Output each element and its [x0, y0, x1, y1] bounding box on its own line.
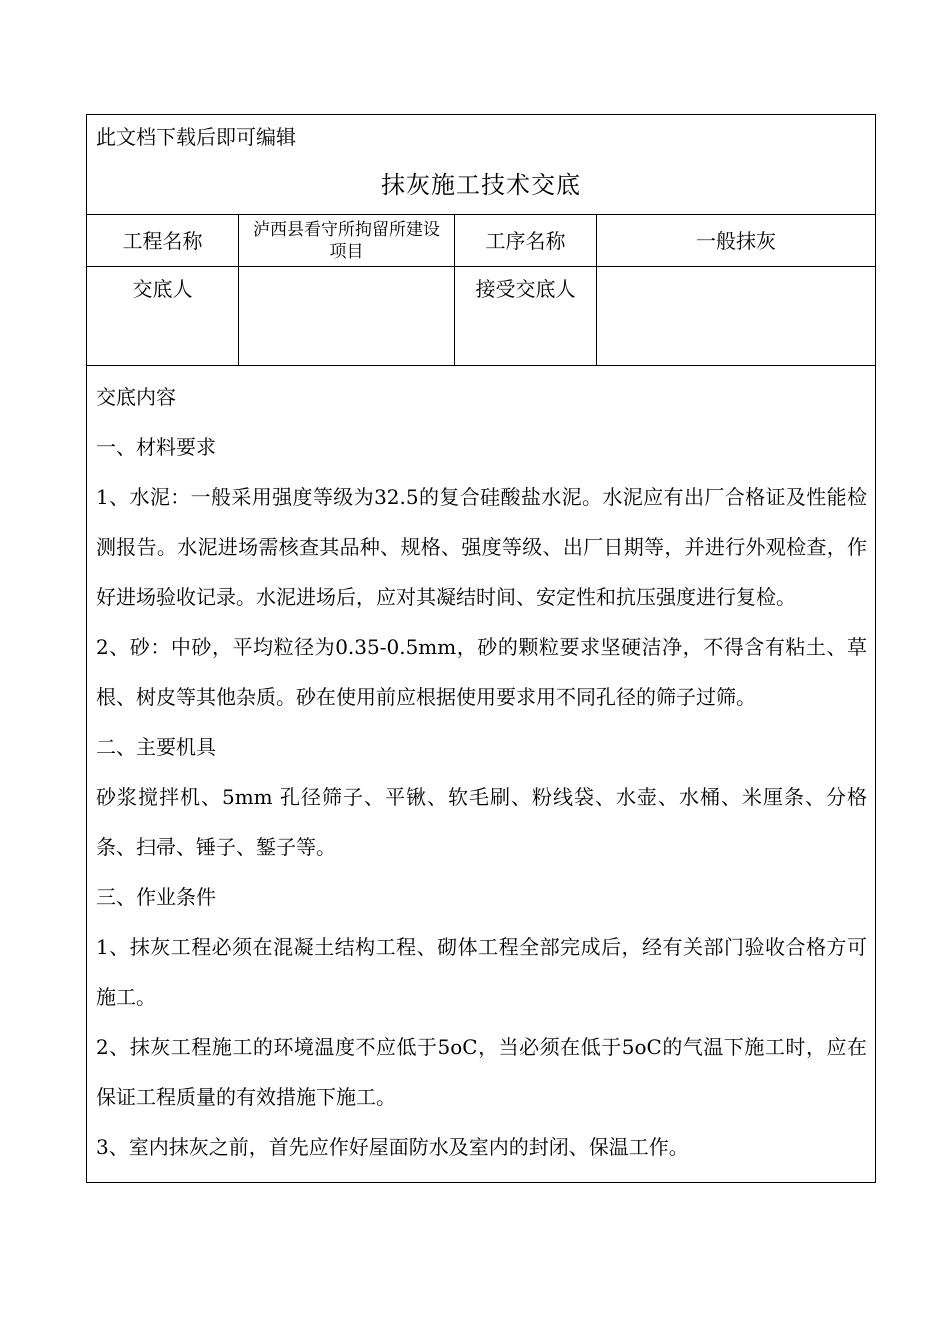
receiver-label: 接受交底人 — [455, 267, 597, 365]
document-title: 抹灰施工技术交底 — [381, 171, 581, 199]
download-notice: 此文档下载后即可编辑 — [96, 125, 296, 149]
content-paragraph: 二、主要机具 — [96, 735, 216, 759]
receiver-value — [597, 267, 875, 365]
discloser-label: 交底人 — [87, 267, 239, 365]
discloser-value — [239, 267, 455, 365]
content-paragraph: 2、抹灰工程施工的环境温度不应低于5oC，当必须在低于5oC的气温下施工时，应在保证工程质量的有效措施下施工。 — [96, 1035, 867, 1109]
project-name-value: 泸西县看守所拘留所建设项目 — [239, 215, 455, 266]
content-paragraph: 2、砂：中砂，平均粒径为0.35-0.5mm，砂的颗粒要求坚硬洁净，不得含有粘土、草根、树皮等其他杂质。砂在使用前应根据使用要求用不同孔径的筛子过筛。 — [96, 635, 867, 709]
personnel-row — [87, 267, 875, 366]
process-name-label: 工序名称 — [455, 215, 597, 266]
content-paragraph: 3、室内抹灰之前，首先应作好屋面防水及室内的封闭、保温工作。 — [96, 1135, 689, 1159]
process-name-value: 一般抹灰 — [696, 228, 776, 253]
content-paragraph: 1、水泥：一般采用强度等级为32.5的复合硅酸盐水泥。水泥应有出厂合格证及性能检测报告。水泥进场需核查其品种、规格、强度等级、出厂日期等，并进行外观检查，作好进场验收记录。水泥进场后，应对其凝结时间、安定性和抗压强度进行复检。 — [96, 485, 867, 609]
document-header — [87, 115, 875, 215]
project-row — [87, 215, 875, 267]
content-paragraph: 砂浆搅拌机、5mm 孔径筛子、平锹、软毛刷、粉线袋、水壶、水桶、米厘条、分格条、扫帚、锤子、錾子等。 — [96, 785, 867, 859]
project-name-label: 工程名称 — [87, 215, 239, 266]
content-heading: 交底内容 — [96, 385, 176, 409]
content-paragraph: 三、作业条件 — [96, 885, 216, 909]
content-paragraph: 1、抹灰工程必须在混凝土结构工程、砌体工程全部完成后，经有关部门验收合格方可施工。 — [96, 935, 867, 1009]
disclosure-content — [87, 366, 875, 1182]
content-paragraph: 一、材料要求 — [96, 435, 216, 459]
disclosure-document — [86, 114, 876, 1183]
